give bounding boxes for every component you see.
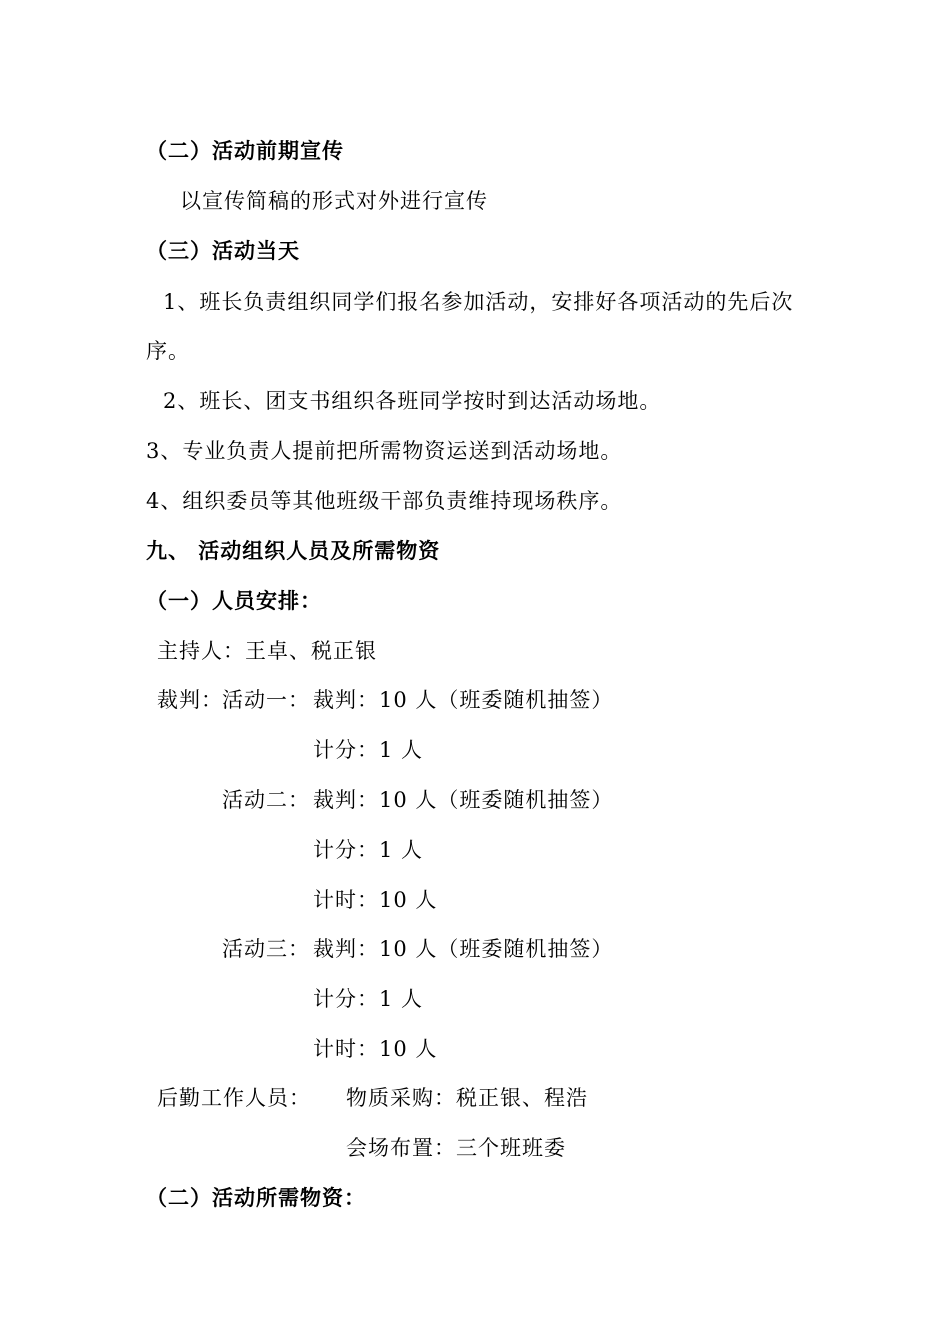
activity-2-timer: 计时：10 人 bbox=[313, 888, 438, 912]
activity-2-score: 计分：1 人 bbox=[313, 838, 424, 862]
event-day-item-4: 4、组织委员等其他班级干部负责维持现场秩序。 bbox=[146, 489, 623, 513]
section-heading-event-day: （三）活动当天 bbox=[146, 239, 300, 263]
logistics-purchase: 物质采购：税正银、程浩 bbox=[346, 1086, 588, 1110]
activity-1-label: 活动一： bbox=[222, 688, 310, 712]
event-day-item-1: 1、班长负责组织同学们报名参加活动，安排好各项活动的先后次 bbox=[163, 290, 794, 314]
activity-2-label: 活动二： bbox=[222, 788, 310, 812]
section-heading-publicity: （二）活动前期宣传 bbox=[146, 139, 344, 163]
logistics-label: 后勤工作人员： bbox=[157, 1086, 311, 1110]
publicity-text: 以宣传简稿的形式对外进行宣传 bbox=[180, 189, 488, 213]
activity-3-label: 活动三： bbox=[222, 937, 310, 961]
event-day-item-2: 2、班长、团支书组织各班同学按时到达活动场地。 bbox=[163, 389, 662, 413]
materials-heading: （二）活动所需物资： bbox=[146, 1186, 366, 1210]
activity-3-score: 计分：1 人 bbox=[313, 987, 424, 1011]
activity-2-referee: 裁判：10 人（班委随机抽签） bbox=[313, 788, 614, 812]
event-day-item-1-continued: 序。 bbox=[146, 339, 190, 363]
activity-1-referee: 裁判：10 人（班委随机抽签） bbox=[313, 688, 614, 712]
activity-3-referee: 裁判：10 人（班委随机抽签） bbox=[313, 937, 614, 961]
event-day-item-3: 3、专业负责人提前把所需物资运送到活动场地。 bbox=[146, 439, 623, 463]
logistics-venue: 会场布置：三个班班委 bbox=[346, 1136, 566, 1160]
staff-arrangement-heading: （一）人员安排： bbox=[146, 589, 322, 613]
activity-1-score: 计分：1 人 bbox=[313, 738, 424, 762]
chapter-9-heading: 九、 活动组织人员及所需物资 bbox=[146, 539, 441, 563]
referee-label: 裁判： bbox=[157, 688, 223, 712]
host-line: 主持人：王卓、税正银 bbox=[157, 639, 377, 663]
activity-3-timer: 计时：10 人 bbox=[313, 1037, 438, 1061]
